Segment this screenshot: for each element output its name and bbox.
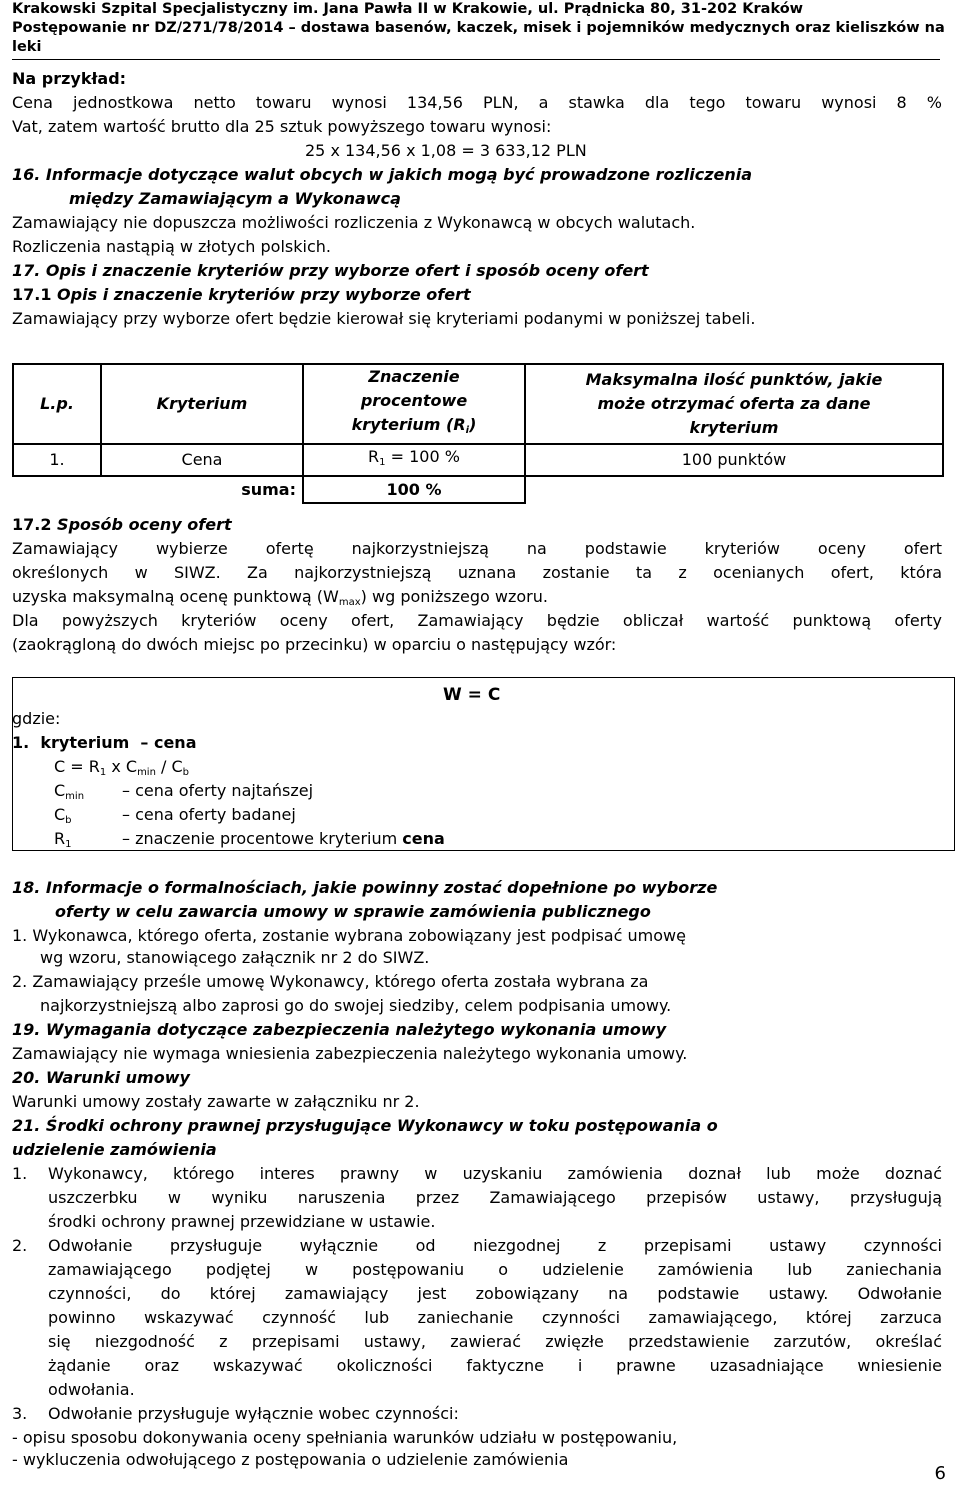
- header-lp: L.p.: [13, 364, 101, 444]
- criteria-table: [12, 363, 944, 504]
- section-21-item-2-line-5: się niezgodność z przepisami ustawy, zawierać zwięzłe przedstawienie zarzutów, określać: [48, 1332, 942, 1351]
- example-line-2: Vat, zatem wartość brutto dla 25 sztuk powyższego towaru wynosi:: [12, 117, 552, 136]
- header-criterion: Kryterium: [101, 364, 303, 444]
- section-17-2-line-3-end: ) wg poniższego wzoru.: [360, 587, 548, 606]
- row-weight-subscript: 1: [379, 457, 386, 468]
- header-weight: [303, 364, 525, 444]
- definition-cb-text: – cena oferty badanej: [122, 805, 296, 824]
- section-21-item-3: Odwołanie przysługuje wyłącznie wobec czynności:: [48, 1404, 459, 1423]
- header-max-points-line-3: kryterium: [689, 418, 779, 437]
- header-line-1: Krakowski Szpital Specjalistyczny im. Jana Pawła II w Krakowie, ul. Prądnicka 80, 31-202 Kraków: [12, 1, 804, 17]
- table-sum-row: [13, 476, 943, 503]
- header-line-3: leki: [12, 39, 42, 55]
- section-17-2-line-3-text: uzyska maksymalną ocenę punktową (W: [12, 587, 339, 606]
- section-21-item-2-number: 2.: [12, 1236, 28, 1255]
- header-max-points-line-2: może otrzymać oferta za dane: [597, 394, 871, 413]
- def-r1-sub: 1: [65, 839, 72, 850]
- section-17-2-line-2: określonych w SIWZ. Za najkorzystniejszą uznana zostanie ta z ocenianych ofert, która: [12, 563, 942, 582]
- document-header: [12, 0, 952, 57]
- section-21-heading-cont: udzielenie zamówienia: [12, 1140, 217, 1159]
- section-21-dash-1: - opisu sposobu dokonywania oceny spełniania warunków udziału w postępowaniu,: [12, 1428, 678, 1447]
- eq-part-c: / C: [155, 757, 183, 776]
- section-21-heading: 21. Środki ochrony prawnej przysługujące Wykonawcy w toku postępowania o: [12, 1116, 718, 1135]
- section-19-paragraph: Zamawiający nie wymaga wniesienia zabezpieczenia należytego wykonania umowy.: [12, 1044, 688, 1063]
- eq-part-b: x C: [106, 757, 138, 776]
- formula-criterion: [12, 731, 197, 755]
- section-17-1-number: 17.1: [12, 285, 52, 304]
- section-21-item-2-line-3: czynności, do której zamawiający jest zobowiązany na podstawie ustawy. Odwołanie: [48, 1284, 942, 1303]
- definition-r1-text: [122, 827, 445, 851]
- formula-criterion-title: kryterium – cena: [29, 733, 197, 752]
- header-weight-close: ): [469, 415, 477, 434]
- sum-spacer: [13, 476, 101, 503]
- section-17-2-line-5: (zaokrągloną do dwóch miejsc po przecinku) w oparciu o następujący wzór:: [12, 635, 617, 654]
- section-21-dash-2: - wykluczenia odwołującego z postępowania o udzielenie zamówienia: [12, 1450, 569, 1469]
- sum-spacer-right: [525, 476, 943, 503]
- section-21-item-2-line-6: żądanie oraz wskazywać okoliczności faktyczne i prawne uzasadniające wniesienie: [48, 1356, 942, 1375]
- section-17-2-number: 17.2: [12, 515, 52, 534]
- section-21-item-2-line-1: Odwołanie przysługuje wyłącznie od niezgodnej z przepisami ustawy czynności: [48, 1236, 942, 1255]
- section-16-paragraph-2: Rozliczenia nastąpią w złotych polskich.: [12, 237, 331, 256]
- section-18-item-1-cont: wg wzoru, stanowiącego załącznik nr 2 do SIWZ.: [40, 948, 430, 967]
- header-max-points: [525, 364, 943, 444]
- header-line-2: Postępowanie nr DZ/271/78/2014 – dostawa basenów, kaczek, misek i pojemników medycznych oraz kieliszków na: [12, 20, 945, 36]
- eq-sub-a: 1: [99, 767, 107, 778]
- section-17-paragraph: Zamawiający przy wyborze ofert będzie kierował się kryteriami podanymi w poniższej tabeli.: [12, 309, 756, 328]
- def-cb-symbol: C: [54, 805, 66, 824]
- row-weight: [303, 444, 525, 476]
- formula-main: W = C: [443, 685, 501, 705]
- example-line-1: Cena jednostkowa netto towaru wynosi 134,56 PLN, a stawka dla tego towaru wynosi 8 %: [12, 93, 942, 112]
- sum-label: suma:: [101, 476, 303, 503]
- section-17-1-heading: [12, 283, 471, 307]
- criteria-table-header-row: [13, 364, 943, 444]
- section-20-heading: 20. Warunki umowy: [12, 1068, 190, 1087]
- header-weight-line-1: Znaczenie: [368, 367, 460, 386]
- definition-r1: [54, 827, 72, 857]
- section-20-paragraph: Warunki umowy zostały zawarte w załączniku nr 2.: [12, 1092, 420, 1111]
- section-17-2-title: Sposób oceny ofert: [51, 515, 232, 534]
- def-cmin-sub: min: [65, 791, 85, 802]
- section-17-heading: 17. Opis i znaczenie kryteriów przy wyborze ofert i sposób oceny ofert: [12, 261, 649, 280]
- header-weight-subscript: i: [465, 425, 470, 436]
- section-17-2-heading: [12, 513, 232, 537]
- header-weight-line-3-text: kryterium (R: [351, 415, 466, 434]
- header-weight-line-2: procentowe: [360, 391, 468, 410]
- header-max-points-line-1: Maksymalna ilość punktów, jakie: [585, 370, 883, 389]
- section-16-heading: 16. Informacje dotyczące walut obcych w jakich mogą być prowadzone rozliczenia: [12, 165, 753, 184]
- page-number: 6: [934, 1463, 946, 1484]
- section-21-item-1-line-2: uszczerbku w wyniku naruszenia przez Zamawiającego przepisów ustawy, przysługują: [48, 1188, 942, 1207]
- eq-sub-c: b: [182, 767, 190, 778]
- wmax-subscript: max: [338, 597, 361, 608]
- sum-value: 100 %: [303, 476, 525, 503]
- table-row: [13, 444, 943, 476]
- section-19-heading: 19. Wymagania dotyczące zabezpieczenia należytego wykonania umowy: [12, 1020, 667, 1039]
- section-18-item-2-cont: najkorzystniejszą albo zaprosi go do swojej siedziby, celem podpisania umowy.: [40, 996, 672, 1015]
- row-weight-value: = 100 %: [385, 447, 460, 466]
- def-r1-desc: – znaczenie procentowe kryterium: [122, 829, 403, 848]
- def-cmin-symbol: C: [54, 781, 66, 800]
- def-r1-symbol: R: [54, 829, 66, 848]
- section-16-heading-cont: między Zamawiającym a Wykonawcą: [69, 189, 401, 208]
- section-21-item-1-line-3: środki ochrony prawnej przewidziane w ustawie.: [48, 1212, 436, 1231]
- formula-where: gdzie:: [12, 709, 61, 728]
- section-18-heading-cont: oferty w celu zawarcia umowy w sprawie zamówienia publicznego: [55, 902, 651, 921]
- row-lp: 1.: [13, 444, 101, 476]
- formula-criterion-number: 1.: [12, 733, 30, 752]
- section-17-1-title: Opis i znaczenie kryteriów przy wyborze ofert: [51, 285, 471, 304]
- header-divider: [12, 59, 940, 60]
- example-heading: Na przykład:: [12, 69, 127, 88]
- section-17-2-line-4: Dla powyższych kryteriów oceny ofert, Zamawiający będzie obliczał wartość punktową oferty: [12, 611, 942, 630]
- def-cb-sub: b: [65, 815, 72, 826]
- row-criterion: Cena: [101, 444, 303, 476]
- section-21-item-2-line-2: zamawiającego podjętej w postępowaniu o udzielenie zamówienia lub zaniechania: [48, 1260, 942, 1279]
- section-18-item-1: 1. Wykonawca, którego oferta, zostanie wybrana zobowiązany jest podpisać umowę: [12, 926, 686, 945]
- section-18-heading: 18. Informacje o formalnościach, jakie powinny zostać dopełnione po wyborze: [12, 878, 718, 897]
- def-r1-bold: cena: [402, 829, 445, 848]
- section-16-paragraph-1: Zamawiający nie dopuszcza możliwości rozliczenia z Wykonawcą w obcych walutach.: [12, 213, 696, 232]
- eq-part-a: C = R: [54, 757, 100, 776]
- section-21-item-1-line-1: Wykonawcy, którego interes prawny w uzyskaniu zamówienia doznał lub może doznać: [48, 1164, 942, 1183]
- section-17-2-line-1: Zamawiający wybierze ofertę najkorzystniejszą na podstawie kryteriów oceny ofert: [12, 539, 942, 558]
- section-21-item-2-line-4: powinno wskazywać czynność lub zaniechanie czynności zamawiającego, której zarzuca: [48, 1308, 942, 1327]
- section-21-item-3-number: 3.: [12, 1404, 28, 1423]
- section-21-item-2-line-7: odwołania.: [48, 1380, 135, 1399]
- example-calculation: 25 x 134,56 x 1,08 = 3 633,12 PLN: [305, 141, 587, 160]
- header-weight-line-3: [304, 413, 524, 443]
- row-weight-symbol: R: [368, 447, 380, 466]
- row-points: 100 punktów: [525, 444, 943, 476]
- section-21-item-1-number: 1.: [12, 1164, 28, 1183]
- eq-sub-b: min: [137, 767, 156, 778]
- definition-cmin-text: – cena oferty najtańszej: [122, 781, 314, 800]
- section-18-item-2: 2. Zamawiający prześle umowę Wykonawcy, którego oferta została wybrana za: [12, 972, 649, 991]
